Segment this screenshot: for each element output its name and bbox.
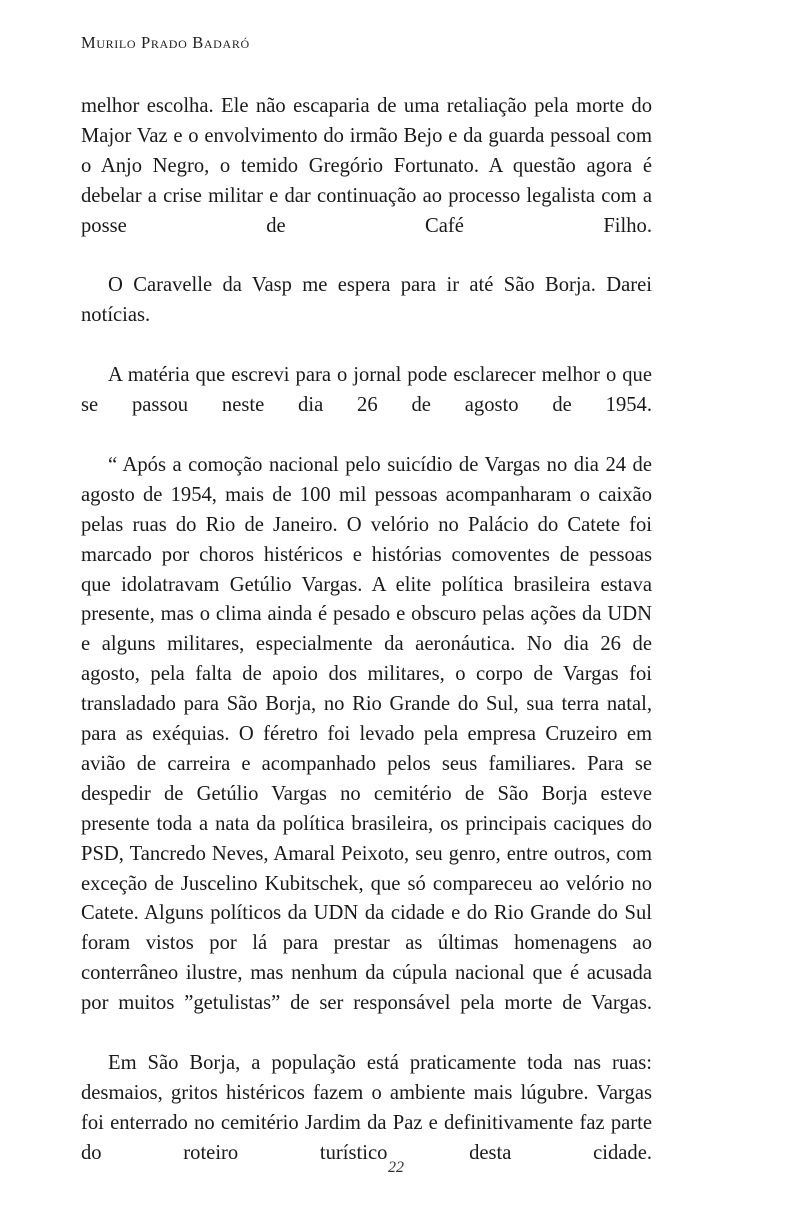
paragraph: melhor escolha. Ele não escaparia de uma retaliação pela morte do Major Vaz e o envolvimento do irmão Bejo e da guarda pessoal com o Anjo Negro, o temido Gregório Fortunato. A questão agora é debelar a crise militar e dar continuação ao processo legalista com a posse de Café Filho. bbox=[81, 95, 652, 237]
paragraph: A matéria que escrevi para o jornal pode esclarecer melhor o que se passou neste dia 26 de agosto de 1954. bbox=[81, 364, 652, 417]
paragraph: O Caravelle da Vasp me espera para ir até São Borja. Darei notícias. bbox=[81, 274, 652, 327]
paragraph-quoted-article: “ Após a comoção nacional pelo suicídio de Vargas no dia 24 de agosto de 1954, mais de 100 mil pessoas acompanharam o caixão pelas ruas do Rio de Janeiro. O velório no Palácio do Catete foi marcado por choros histéricos e histórias comoventes de pessoas que idolatravam Getúlio Vargas. A elite política brasileira estava presente, mas o clima ainda é pesado e obscuro pelas ações da UDN e alguns militares, especialmente da aeronáutica. No dia 26 de agosto, pela falta de apoio dos militares, o corpo de Vargas foi transladado para São Borja, no Rio Grande do Sul, sua terra natal, para as exéquias. O féretro foi levado pela empresa Cruzeiro em avião de carreira e acompanhado pelos seus familiares. Para se despedir de Getúlio Vargas no cemitério de São Borja esteve presente toda a nata da política brasileira, os principais caciques do PSD, Tancredo Neves, Amaral Peixoto, seu genro, entre outros, com exceção de Juscelino Kubitschek, que só compareceu ao velório no Catete. Alguns políticos da UDN da cidade e do Rio Grande do Sul foram vistos por lá para prestar as últimas homenagens ao conterrâneo ilustre, mas nenhum da cúpula nacional que é acusada por muitos ”getulistas” de ser responsável pela morte de Vargas. bbox=[81, 453, 652, 1015]
body-text-block bbox=[81, 92, 652, 1199]
running-head: Murilo Prado Badaró bbox=[81, 33, 250, 52]
paragraph: Em São Borja, a população está praticamente toda nas ruas: desmaios, gritos histéricos fazem o ambiente mais lúgubre. Vargas foi enterrado no cemitério Jardim da Paz e definitivamente faz parte do roteiro turístico desta cidade. bbox=[81, 1052, 652, 1164]
page-number: 22 bbox=[388, 1159, 404, 1176]
